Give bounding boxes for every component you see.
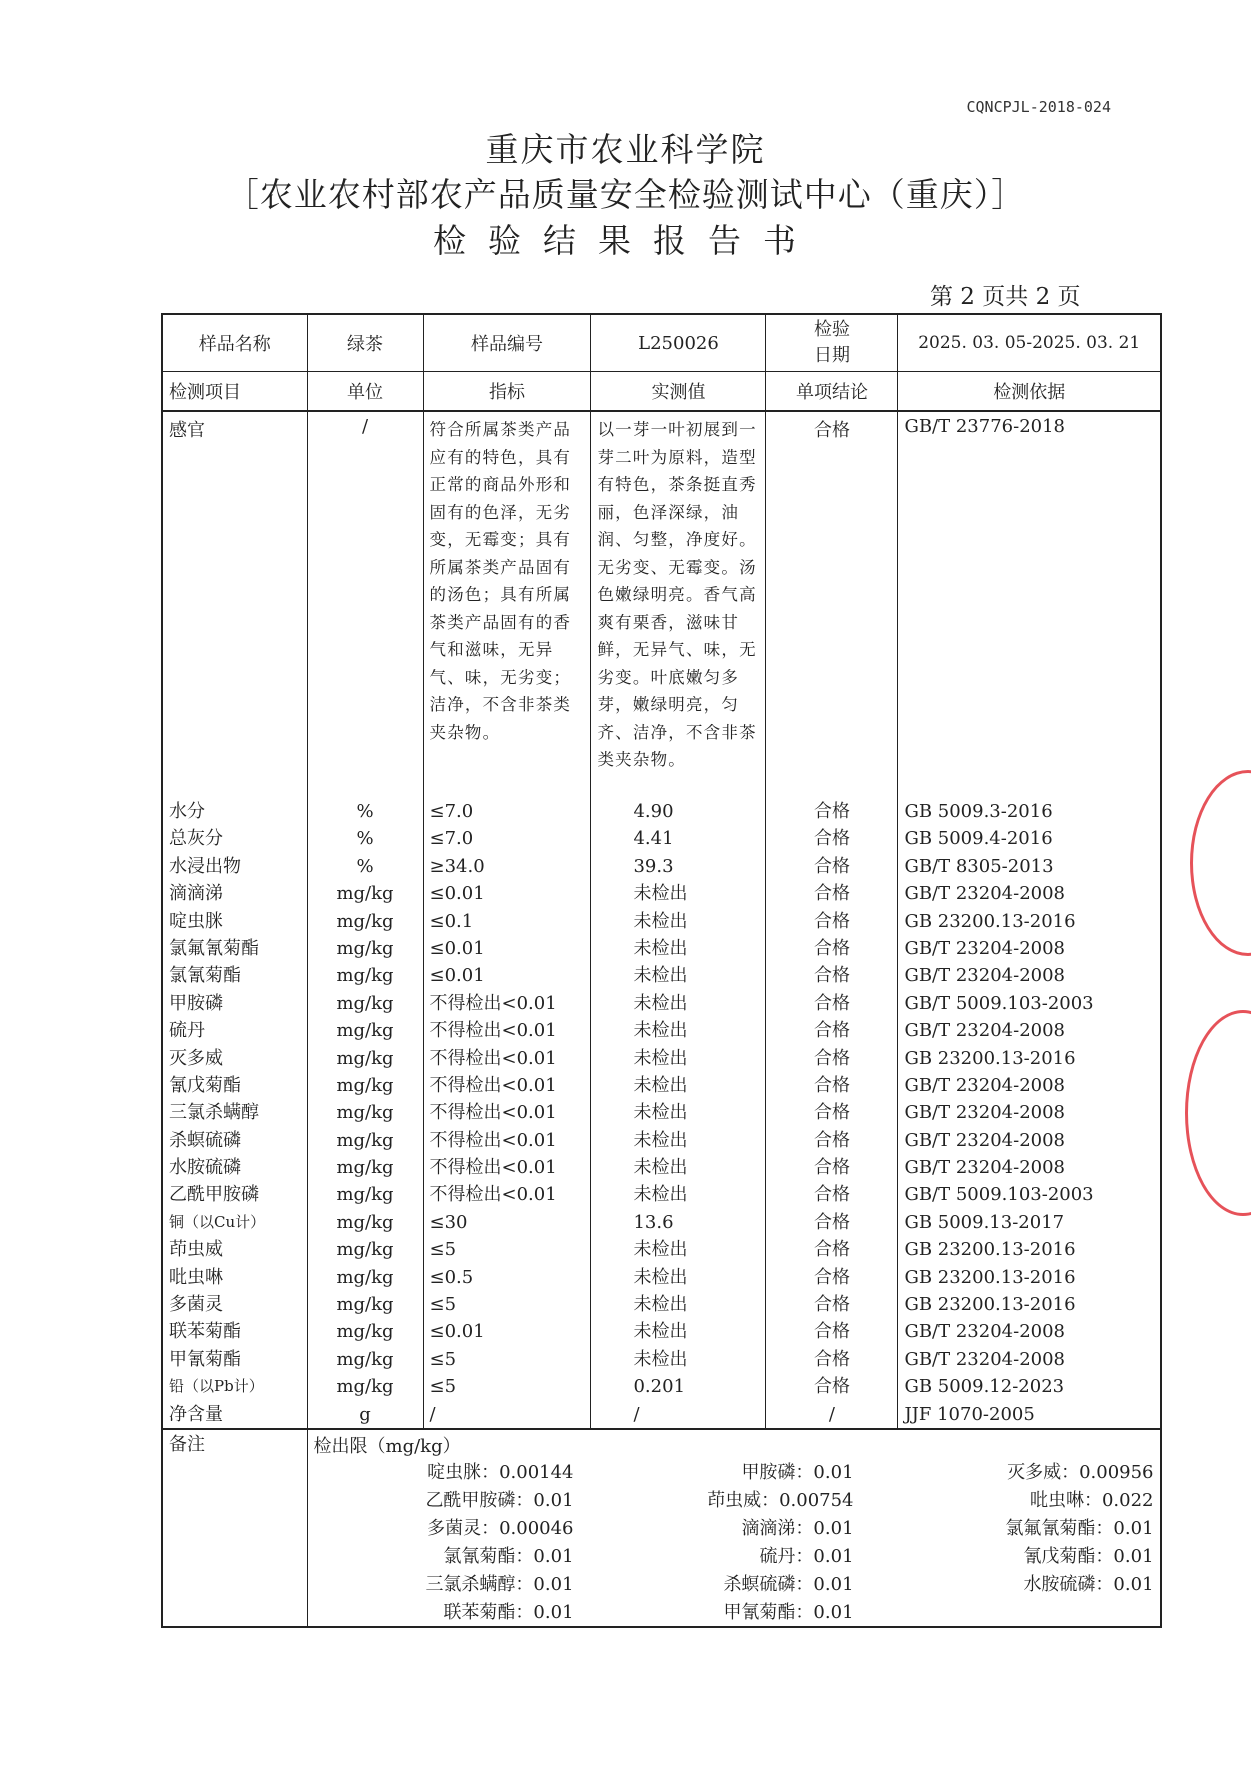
- sample-name: 绿茶: [307, 314, 423, 372]
- item-name: 联苯菊酯: [162, 1318, 307, 1345]
- item-spec: 不得检出<0.01: [423, 1099, 591, 1126]
- item-result: 合格: [766, 880, 898, 907]
- col-header-spec: 指标: [423, 372, 591, 412]
- item-spec: 不得检出<0.01: [423, 1127, 591, 1154]
- item-result: 合格: [766, 1127, 898, 1154]
- center-name: ［农业农村部农产品质量安全检验测试中心（重庆）］: [225, 175, 1026, 214]
- item-result: 合格: [766, 798, 898, 825]
- table-row: [162, 1291, 1161, 1318]
- item-name: 吡虫啉: [162, 1264, 307, 1291]
- item-name: 氯氟氰菊酯: [162, 935, 307, 962]
- item-name: 甲氰菊酯: [162, 1346, 307, 1373]
- sample-no-label: 样品编号: [423, 314, 591, 372]
- column-header-row: [162, 372, 1161, 412]
- col-header-value: 实测值: [591, 372, 766, 412]
- item-result: 合格: [766, 1099, 898, 1126]
- item-value: 未检出: [591, 1346, 766, 1373]
- table-row: [162, 1236, 1161, 1263]
- sensory-spec: [423, 411, 591, 798]
- item-spec: ≤0.01: [423, 1318, 591, 1345]
- table-row: [162, 1099, 1161, 1126]
- remarks-content: [307, 1429, 1161, 1627]
- item-standard: GB/T 23204-2008: [898, 1099, 1161, 1126]
- item-standard: GB/T 23204-2008: [898, 1154, 1161, 1181]
- item-value: 未检出: [591, 1099, 766, 1126]
- item-spec: ≤0.1: [423, 908, 591, 935]
- lod-item: 灭多威：0.00956: [1007, 1461, 1154, 1483]
- table-row: [162, 825, 1161, 852]
- col-header-unit: 单位: [307, 372, 423, 412]
- remarks-label: 备注: [162, 1429, 307, 1627]
- table-row: [162, 1072, 1161, 1099]
- item-name: 灭多威: [162, 1045, 307, 1072]
- item-value: 未检出: [591, 990, 766, 1017]
- item-spec: ≥34.0: [423, 853, 591, 880]
- item-unit: mg/kg: [307, 1099, 423, 1126]
- item-result: 合格: [766, 853, 898, 880]
- lod-item: 吡虫啉：0.022: [1029, 1489, 1154, 1511]
- item-result: 合格: [766, 1264, 898, 1291]
- item-value: 未检出: [591, 1264, 766, 1291]
- item-name: 甲胺磷: [162, 990, 307, 1017]
- item-name: 氯氰菊酯: [162, 962, 307, 989]
- item-spec: ≤5: [423, 1373, 591, 1400]
- item-result: /: [766, 1401, 898, 1429]
- item-unit: %: [307, 798, 423, 825]
- sample-info-row: [162, 314, 1161, 372]
- sensory-name: 感官: [162, 411, 307, 798]
- item-value: 未检出: [591, 935, 766, 962]
- item-unit: mg/kg: [307, 1209, 423, 1236]
- lod-item: 氰戊菊酯：0.01: [1023, 1545, 1154, 1567]
- item-standard: GB 5009.13-2017: [898, 1209, 1161, 1236]
- table-row: [162, 935, 1161, 962]
- item-result: 合格: [766, 825, 898, 852]
- item-unit: %: [307, 853, 423, 880]
- table-row: [162, 1181, 1161, 1208]
- item-unit: mg/kg: [307, 1236, 423, 1263]
- item-spec: ≤5: [423, 1291, 591, 1318]
- lod-item: 甲氰菊酯：0.01: [723, 1601, 854, 1623]
- item-result: 合格: [766, 1318, 898, 1345]
- table-row: [162, 1154, 1161, 1181]
- item-spec: 不得检出<0.01: [423, 1154, 591, 1181]
- item-unit: mg/kg: [307, 1346, 423, 1373]
- item-spec: ≤7.0: [423, 825, 591, 852]
- item-result: 合格: [766, 1209, 898, 1236]
- item-value: 未检出: [591, 1045, 766, 1072]
- col-header-item: 检测项目: [162, 372, 307, 412]
- item-name: 总灰分: [162, 825, 307, 852]
- test-date-label: [766, 314, 898, 372]
- item-standard: GB/T 23204-2008: [898, 962, 1161, 989]
- sensory-unit: /: [307, 411, 423, 798]
- item-result: 合格: [766, 1346, 898, 1373]
- lod-item: 三氯杀螨醇：0.01: [425, 1573, 574, 1595]
- table-row: [162, 990, 1161, 1017]
- item-standard: GB 23200.13-2016: [898, 1045, 1161, 1072]
- item-spec: 不得检出<0.01: [423, 1181, 591, 1208]
- item-unit: mg/kg: [307, 990, 423, 1017]
- sensory-result: 合格: [766, 411, 898, 798]
- item-result: 合格: [766, 1072, 898, 1099]
- item-value: 4.90: [591, 798, 766, 825]
- col-header-standard: 检测依据: [898, 372, 1161, 412]
- table-row: [162, 1401, 1161, 1429]
- results-table: [161, 313, 1162, 1628]
- item-name: 啶虫脒: [162, 908, 307, 935]
- test-date-label-line2: 日期: [813, 345, 850, 366]
- item-spec: 不得检出<0.01: [423, 1017, 591, 1044]
- item-spec: 不得检出<0.01: [423, 990, 591, 1017]
- item-name: 多菌灵: [162, 1291, 307, 1318]
- table-row: [162, 1373, 1161, 1400]
- lod-item: 啶虫脒：0.00144: [427, 1461, 574, 1483]
- item-value: 4.41: [591, 825, 766, 852]
- item-name: 水胺硫磷: [162, 1154, 307, 1181]
- item-value: 39.3: [591, 853, 766, 880]
- test-date-label-line1: 检验: [813, 319, 850, 340]
- item-unit: mg/kg: [307, 1373, 423, 1400]
- item-name: 硫丹: [162, 1017, 307, 1044]
- table-row: [162, 1264, 1161, 1291]
- item-result: 合格: [766, 962, 898, 989]
- sample-no: L250026: [591, 314, 766, 372]
- item-unit: g: [307, 1401, 423, 1429]
- lod-item: 杀螟硫磷：0.01: [723, 1573, 854, 1595]
- item-standard: GB/T 23204-2008: [898, 1318, 1161, 1345]
- item-unit: mg/kg: [307, 935, 423, 962]
- item-standard: GB/T 23204-2008: [898, 880, 1161, 907]
- lod-item: 多菌灵：0.00046: [427, 1517, 574, 1539]
- item-name: 水浸出物: [162, 853, 307, 880]
- table-row: [162, 962, 1161, 989]
- report-title: 检验结果报告书: [433, 221, 818, 260]
- page-number: 第 2 页共 2 页: [930, 284, 1081, 310]
- table-row: [162, 880, 1161, 907]
- item-spec: ≤0.01: [423, 962, 591, 989]
- lod-item: 甲胺磷：0.01: [741, 1461, 854, 1483]
- item-value: /: [591, 1401, 766, 1429]
- item-result: 合格: [766, 908, 898, 935]
- item-spec: ≤0.01: [423, 935, 591, 962]
- table-row: [162, 1209, 1161, 1236]
- item-result: 合格: [766, 1291, 898, 1318]
- lod-item: 水胺硫磷：0.01: [1023, 1573, 1154, 1595]
- col-header-result: 单项结论: [766, 372, 898, 412]
- item-spec: ≤7.0: [423, 798, 591, 825]
- item-value: 未检出: [591, 962, 766, 989]
- red-seal-stamp-top: [1190, 770, 1251, 956]
- item-name: 三氯杀螨醇: [162, 1099, 307, 1126]
- item-unit: mg/kg: [307, 1127, 423, 1154]
- sample-name-label: 样品名称: [162, 314, 307, 372]
- table-row: [162, 1017, 1161, 1044]
- item-value: 未检出: [591, 1291, 766, 1318]
- item-value: 未检出: [591, 1072, 766, 1099]
- item-result: 合格: [766, 935, 898, 962]
- item-name: 水分: [162, 798, 307, 825]
- lod-list: [314, 1460, 1154, 1626]
- item-standard: GB/T 23204-2008: [898, 1017, 1161, 1044]
- item-unit: mg/kg: [307, 1264, 423, 1291]
- item-standard: GB 5009.4-2016: [898, 825, 1161, 852]
- item-result: 合格: [766, 1154, 898, 1181]
- item-standard: GB/T 23204-2008: [898, 1072, 1161, 1099]
- item-unit: mg/kg: [307, 1318, 423, 1345]
- item-standard: GB 23200.13-2016: [898, 1236, 1161, 1263]
- item-unit: mg/kg: [307, 1291, 423, 1318]
- item-unit: mg/kg: [307, 1072, 423, 1099]
- item-unit: mg/kg: [307, 908, 423, 935]
- item-name: 氰戊菊酯: [162, 1072, 307, 1099]
- item-standard: GB/T 5009.103-2003: [898, 1181, 1161, 1208]
- item-standard: GB/T 23204-2008: [898, 1127, 1161, 1154]
- item-spec: ≤5: [423, 1236, 591, 1263]
- lod-item: 联苯菊酯：0.01: [443, 1601, 574, 1623]
- item-unit: mg/kg: [307, 1017, 423, 1044]
- item-name: 滴滴涕: [162, 880, 307, 907]
- sensory-value-text: 以一芽一叶初展到一芽二叶为原料，造型有特色，茶条挺直秀丽，色泽深绿，油润、匀整，净度好。无劣变、无霉变。汤色嫩绿明亮。香气高爽有栗香，滋味甘鲜，无异气、味，无劣变。叶底嫩匀多芽，嫩绿明亮，匀齐、洁净，不含非茶类夹杂物。: [597, 420, 757, 769]
- item-spec: ≤0.5: [423, 1264, 591, 1291]
- item-value: 未检出: [591, 1318, 766, 1345]
- sensory-value: [591, 411, 766, 798]
- item-standard: GB/T 5009.103-2003: [898, 990, 1161, 1017]
- item-standard: GB 23200.13-2016: [898, 1264, 1161, 1291]
- item-unit: mg/kg: [307, 962, 423, 989]
- item-name: 铅（以Pb计）: [162, 1373, 307, 1400]
- item-standard: GB/T 23204-2008: [898, 1346, 1161, 1373]
- item-spec: /: [423, 1401, 591, 1429]
- item-value: 未检出: [591, 1127, 766, 1154]
- report-title-block: [0, 128, 1251, 264]
- item-standard: GB 23200.13-2016: [898, 908, 1161, 935]
- lod-title: 检出限（mg/kg）: [313, 1435, 461, 1457]
- item-value: 未检出: [591, 1017, 766, 1044]
- item-spec: 不得检出<0.01: [423, 1045, 591, 1072]
- item-result: 合格: [766, 1236, 898, 1263]
- item-standard: GB 23200.13-2016: [898, 1291, 1161, 1318]
- item-value: 未检出: [591, 880, 766, 907]
- lod-item: 乙酰甲胺磷：0.01: [425, 1489, 574, 1511]
- item-value: 未检出: [591, 908, 766, 935]
- item-spec: 不得检出<0.01: [423, 1072, 591, 1099]
- item-value: 0.201: [591, 1373, 766, 1400]
- item-name: 茚虫威: [162, 1236, 307, 1263]
- item-name: 铜（以Cu计）: [162, 1209, 307, 1236]
- item-spec: ≤30: [423, 1209, 591, 1236]
- item-result: 合格: [766, 1181, 898, 1208]
- item-value: 未检出: [591, 1236, 766, 1263]
- item-standard: GB 5009.3-2016: [898, 798, 1161, 825]
- item-name: 乙酰甲胺磷: [162, 1181, 307, 1208]
- item-result: 合格: [766, 1373, 898, 1400]
- lod-item: 氯氰菊酯：0.01: [443, 1545, 574, 1567]
- item-unit: mg/kg: [307, 880, 423, 907]
- item-unit: mg/kg: [307, 1181, 423, 1208]
- item-name: 杀螟硫磷: [162, 1127, 307, 1154]
- item-result: 合格: [766, 1045, 898, 1072]
- table-row: [162, 1045, 1161, 1072]
- lod-item: 滴滴涕：0.01: [741, 1517, 854, 1539]
- item-standard: GB/T 23204-2008: [898, 935, 1161, 962]
- item-spec: ≤0.01: [423, 880, 591, 907]
- table-row: [162, 908, 1161, 935]
- item-standard: JJF 1070-2005: [898, 1401, 1161, 1429]
- item-unit: mg/kg: [307, 1154, 423, 1181]
- sensory-standard: GB/T 23776-2018: [898, 411, 1161, 798]
- test-date: 2025. 03. 05-2025. 03. 21: [898, 314, 1161, 372]
- lod-item: 硫丹：0.01: [759, 1545, 854, 1567]
- table-row: [162, 1318, 1161, 1345]
- lod-item: 茚虫威：0.00754: [707, 1489, 854, 1511]
- item-unit: mg/kg: [307, 1045, 423, 1072]
- document-code: CQNCPJL-2018-024: [966, 98, 1111, 116]
- institution-name: 重庆市农业科学院: [485, 130, 766, 169]
- remarks-row: [162, 1429, 1161, 1627]
- table-row: [162, 1127, 1161, 1154]
- item-name: 净含量: [162, 1401, 307, 1429]
- table-row: [162, 853, 1161, 880]
- item-value: 13.6: [591, 1209, 766, 1236]
- item-result: 合格: [766, 1017, 898, 1044]
- red-seal-stamp-bottom: [1185, 1010, 1251, 1216]
- item-result: 合格: [766, 990, 898, 1017]
- item-value: 未检出: [591, 1181, 766, 1208]
- sensory-row: [162, 411, 1161, 798]
- item-value: 未检出: [591, 1154, 766, 1181]
- item-unit: %: [307, 825, 423, 852]
- sensory-spec-text: 符合所属茶类产品应有的特色，具有正常的商品外形和固有的色泽，无劣变，无霉变；具有所属茶类产品固有的汤色；具有所属茶类产品固有的香气和滋味，无异气、味，无劣变；洁净，不含非茶类夹杂物。: [429, 420, 572, 742]
- table-row: [162, 798, 1161, 825]
- item-spec: ≤5: [423, 1346, 591, 1373]
- item-standard: GB/T 8305-2013: [898, 853, 1161, 880]
- item-standard: GB 5009.12-2023: [898, 1373, 1161, 1400]
- lod-item: 氯氟氰菊酯：0.01: [1005, 1517, 1154, 1539]
- table-row: [162, 1346, 1161, 1373]
